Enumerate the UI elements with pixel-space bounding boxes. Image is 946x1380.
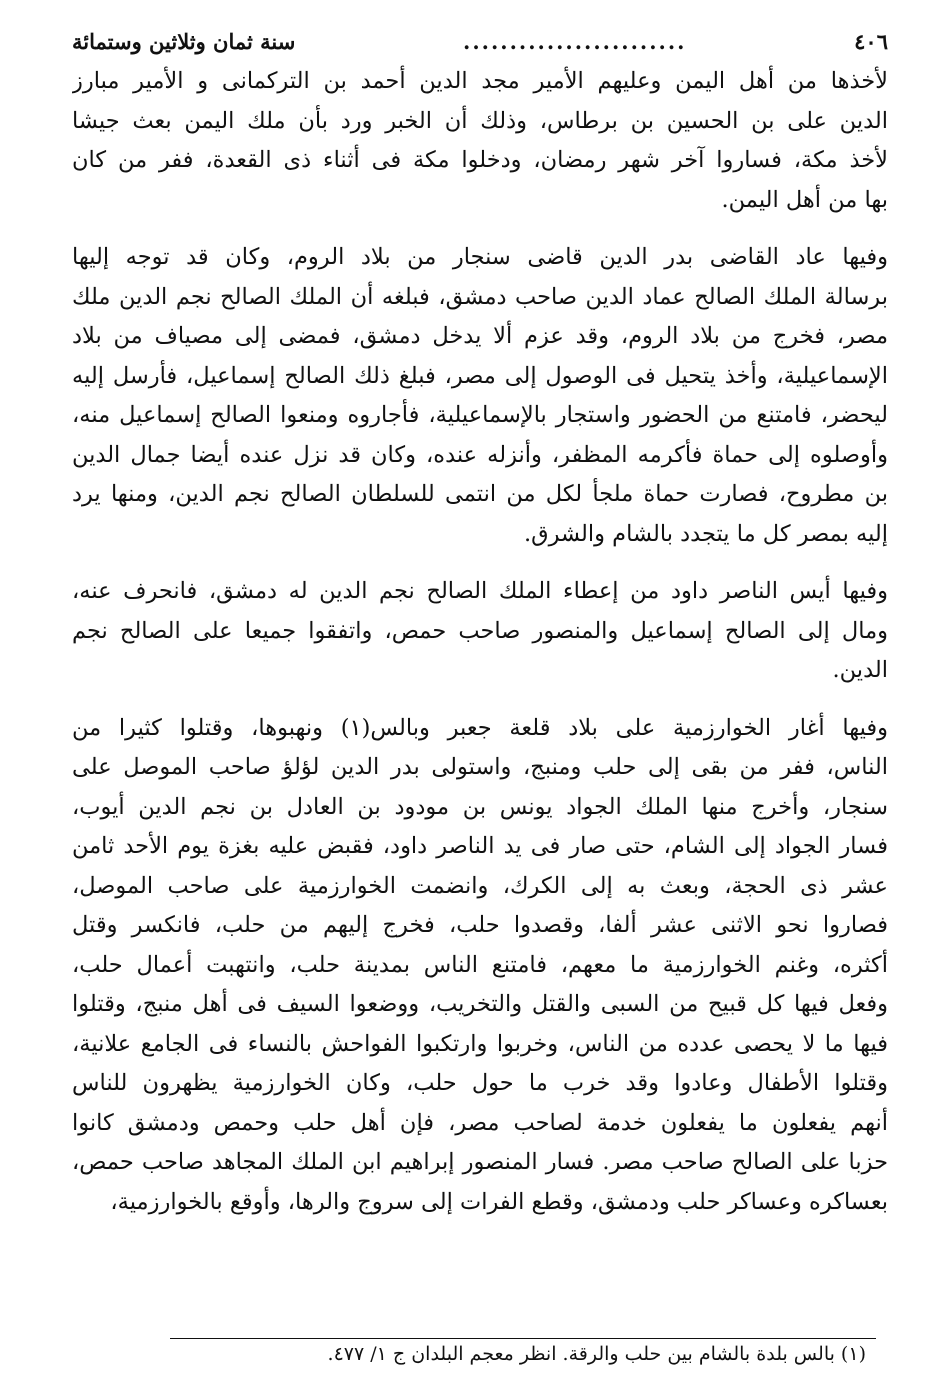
text-line: أكثره، وغنم الخوارزمية ما معهم، فامتنع الناس بمدينة حلب، وانتهبت أعمال حلب، [72, 951, 888, 978]
running-header [72, 22, 888, 62]
running-title: سنة ثمان وثلاثين وستمائة [72, 29, 296, 54]
text-line: ليحضر، فامتنع من الحضور واستجار بالإسماعيلية، فأجاروه ومنعوا الصالح إسماعيل منه، [72, 402, 888, 428]
text-line: أنهم يفعلون ما يفعلون خدمة لصاحب مصر، فإن أهل حلب وحمص ودمشق كانوا [72, 1109, 888, 1136]
text-line: فيها ما لا يحصى عدده من الناس، وخربوا وارتكبوا الفواحش بالنساء فى الجامع علانية، [72, 1030, 888, 1057]
text-line: لأخذها من أهل اليمن وعليهم الأمير مجد الدين أحمد بن التركمانى و الأمير مبارز [72, 68, 888, 94]
text-line: وفيها أغار الخوارزمية على بلاد قلعة جعبر وبالس(١) ونهبوها، وقتلوا كثيرا من [72, 714, 888, 741]
text-line: وقتلوا الأطفال وعادوا وقد خرب ما حول حلب، وكان الخوارزمية يظهرون للناس [72, 1070, 888, 1096]
text-line: فصاروا نحو الاثنى عشر ألفا، وقصدوا حلب، فخرج إليهم من حلب، فانكسر وقتل [72, 912, 888, 938]
paragraph [72, 709, 888, 1223]
text-line: سنجار، وأخرج منها الملك الجواد يونس بن مودود بن العادل بن نجم الدين أيوب، [72, 793, 888, 820]
body-text [72, 62, 888, 1222]
paragraph [72, 238, 888, 554]
text-line: إليه بمصر كل ما يتجدد بالشام والشرق. [523, 520, 888, 547]
footnote-divider [170, 1338, 876, 1339]
text-line: فسار الجواد إلى الشام، حتى صار فى يد الناصر داود، فقبض عليه بغزة يوم الأحد ثامن [72, 833, 888, 859]
text-line: بها من أهل اليمن. [721, 186, 888, 213]
text-line: وأوصلوه إلى حماة فأكرمه المظفر، وأنزله عنده، وكان قد نزل عنده أيضا جمال الدين [72, 441, 888, 468]
text-line: وفيها أيس الناصر داود من إعطاء الملك الصالح نجم الدين له دمشق، فانحرف عنه، [72, 578, 888, 604]
text-line: وفيها عاد القاضى بدر الدين قاضى سنجار من بلاد الروم، وكان قد توجه إليها [72, 244, 888, 270]
book-page [72, 22, 888, 1240]
paragraph [72, 572, 888, 691]
footnote: (١) بالس بلدة بالشام بين حلب والرقة. انظر معجم البلدان ج ١/ ٤٧٧. [327, 1343, 866, 1365]
text-line: وفعل فيها كل قبيح من السبى والقتل والتخريب، ووضعوا السيف فى أهل منبج، وقتلوا [72, 991, 888, 1017]
text-line: الدين. [832, 657, 888, 683]
text-line: بعساكره وعساكر حلب ودمشق، وقطع الفرات إلى سروج والرها، وأوقع بالخوارزمية، [110, 1188, 888, 1215]
text-line: الإسماعيلية، وأخذ يتحيل فى الوصول إلى مصر، فبلغ ذلك الصالح إسماعيل، فأرسل إليه [72, 362, 888, 389]
text-line: بن مطروح، فصارت حماة ملجأ لكل من انتمى للسلطان الصالح نجم الدين، ومنها يرد [72, 481, 888, 507]
text-line: لأخذ مكة، فساروا آخر شهر رمضان، ودخلوا مكة فى أثناء ذى القعدة، ففر من كان [72, 147, 888, 173]
paragraph [72, 62, 888, 220]
text-line: ومال إلى الصالح إسماعيل والمنصور صاحب حمص، واتفقوا جميعا على الصالح نجم [72, 617, 888, 644]
text-line: عشر ذى الحجة، وبعث به إلى الكرك، وانضمت الخوارزمية على صاحب الموصل، [72, 872, 888, 899]
text-line: مصر، فخرج من بلاد الروم، وقد عزم ألا يدخل دمشق، فمضى إلى مصياف من بلاد [72, 323, 888, 349]
text-line: الدين على بن الحسين بن برطاس، وذلك أن الخبر ورد بأن ملك اليمن بعث جيشا [72, 107, 888, 134]
text-line: الناس، ففر من بقى إلى حلب ومنبج، واستولى بدر الدين لؤلؤ صاحب الموصل على [72, 754, 888, 780]
page-number: ٤٠٦ [854, 29, 888, 54]
header-dots: ........................ [463, 29, 687, 54]
text-line: برسالة الملك الصالح عماد الدين صاحب دمشق، فبلغه أن الملك الصالح نجم الدين ملك [72, 283, 888, 310]
text-line: حزبا على الصالح صاحب مصر. فسار المنصور إبراهيم ابن الملك المجاهد صاحب حمص، [72, 1149, 888, 1175]
